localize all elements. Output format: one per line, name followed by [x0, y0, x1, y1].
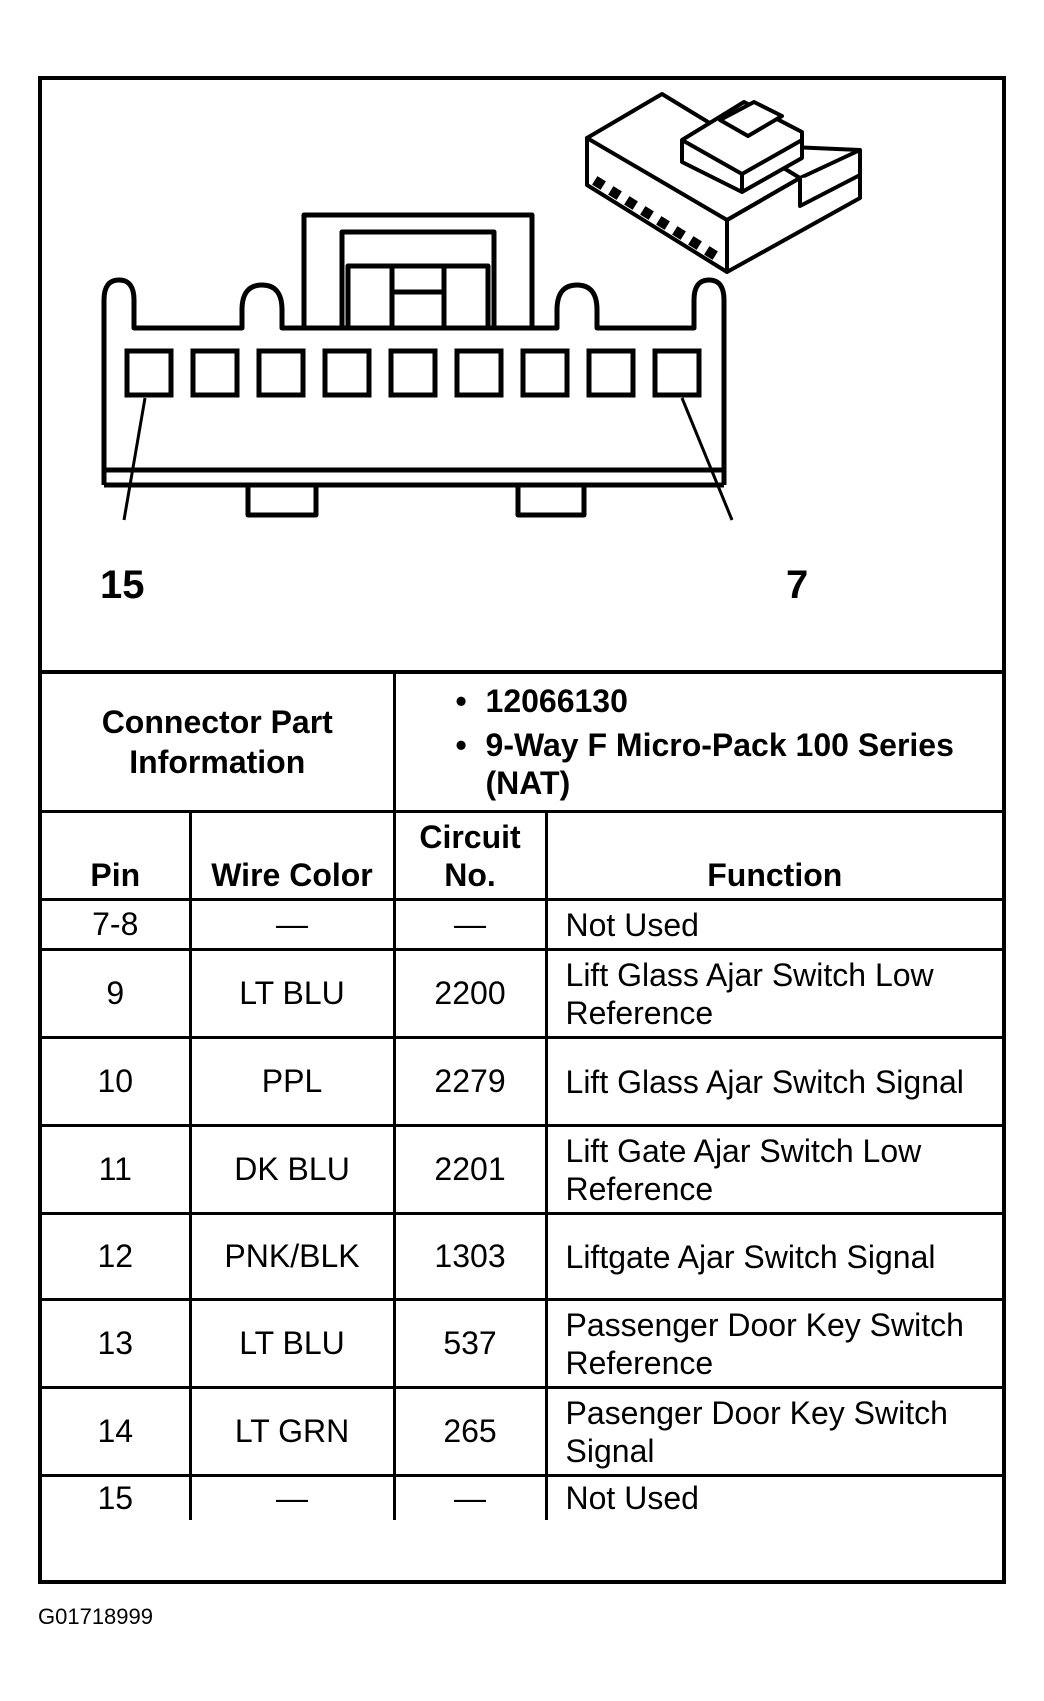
- key-right: [518, 485, 584, 515]
- pin-cavities: [127, 351, 699, 395]
- cell-function: Not Used: [546, 1476, 1002, 1520]
- cell-pin: 15: [42, 1476, 190, 1520]
- table-row: [42, 1388, 1002, 1476]
- cell-pin: 14: [42, 1388, 190, 1476]
- cell-circuit-no: 2279: [394, 1038, 546, 1126]
- pin-cavity-15: [127, 351, 171, 395]
- pin-15-label: 15: [100, 563, 145, 607]
- pin-table: [42, 670, 1002, 1520]
- cell-circuit-no: 537: [394, 1300, 546, 1388]
- pin-cavity-10: [457, 351, 501, 395]
- pin-cavity-8: [589, 351, 633, 395]
- cell-circuit-no: —: [394, 900, 546, 950]
- pin-7-label: 7: [786, 563, 809, 607]
- cell-function: Not Used: [546, 900, 1002, 950]
- table-header-row: [42, 812, 1002, 900]
- cell-function: Pasenger Door Key Switch Signal: [546, 1388, 1002, 1476]
- connector-info-values: [394, 672, 1002, 812]
- leader-line-15: [124, 398, 145, 520]
- cell-function: Lift Gate Ajar Switch Low Reference: [546, 1126, 1002, 1214]
- connector-info-row: [42, 672, 1002, 812]
- table-row: [42, 1214, 1002, 1300]
- cell-pin: 10: [42, 1038, 190, 1126]
- cell-wire-color: PNK/BLK: [190, 1214, 394, 1300]
- cell-circuit-no: 2200: [394, 950, 546, 1038]
- cell-wire-color: —: [190, 900, 394, 950]
- table-row: [42, 950, 1002, 1038]
- cell-circuit-no: 2201: [394, 1126, 546, 1214]
- connector-face-drawing: [42, 80, 1002, 670]
- pin-cavity-12: [325, 351, 369, 395]
- pin-cavity-9: [523, 351, 567, 395]
- connector-iso-view: [587, 94, 860, 272]
- connector-type: • 9-Way F Micro-Pack 100 Series (NAT): [456, 726, 1003, 802]
- cell-function: Lift Glass Ajar Switch Low Reference: [546, 950, 1002, 1038]
- cell-wire-color: —: [190, 1476, 394, 1520]
- header-wire-color: Wire Color: [190, 812, 394, 900]
- header-pin: Pin: [42, 812, 190, 900]
- cell-function: Lift Glass Ajar Switch Signal: [546, 1038, 1002, 1126]
- cell-pin: 12: [42, 1214, 190, 1300]
- header-circuit-no: Circuit No.: [394, 812, 546, 900]
- cell-circuit-no: 1303: [394, 1214, 546, 1300]
- latch-lock: [348, 266, 488, 328]
- cell-pin: 9: [42, 950, 190, 1038]
- cell-wire-color: DK BLU: [190, 1126, 394, 1214]
- table-row: [42, 1038, 1002, 1126]
- pin-cavity-11: [391, 351, 435, 395]
- pin-cavity-14: [193, 351, 237, 395]
- figure-id: G01718999: [38, 1604, 153, 1629]
- cell-circuit-no: 265: [394, 1388, 546, 1476]
- connector-diagram: [42, 80, 1002, 670]
- cell-pin: 13: [42, 1300, 190, 1388]
- cell-wire-color: LT GRN: [190, 1388, 394, 1476]
- table-row: [42, 1300, 1002, 1388]
- connector-figure: [38, 76, 1006, 1584]
- cell-pin: 7-8: [42, 900, 190, 950]
- cell-pin: 11: [42, 1126, 190, 1214]
- cell-wire-color: LT BLU: [190, 1300, 394, 1388]
- cell-wire-color: PPL: [190, 1038, 394, 1126]
- header-function: Function: [546, 812, 1002, 900]
- cell-function: Passenger Door Key Switch Reference: [546, 1300, 1002, 1388]
- connector-part-number: • 12066130: [456, 682, 1003, 720]
- cell-wire-color: LT BLU: [190, 950, 394, 1038]
- cell-function: Liftgate Ajar Switch Signal: [546, 1214, 1002, 1300]
- pin-cavity-13: [259, 351, 303, 395]
- table-row: [42, 1126, 1002, 1214]
- pin-cavity-7: [655, 351, 699, 395]
- cell-circuit-no: —: [394, 1476, 546, 1520]
- table-row: [42, 1476, 1002, 1520]
- key-left: [248, 485, 316, 515]
- table-row: [42, 900, 1002, 950]
- connector-info-label: Connector Part Information: [42, 672, 394, 812]
